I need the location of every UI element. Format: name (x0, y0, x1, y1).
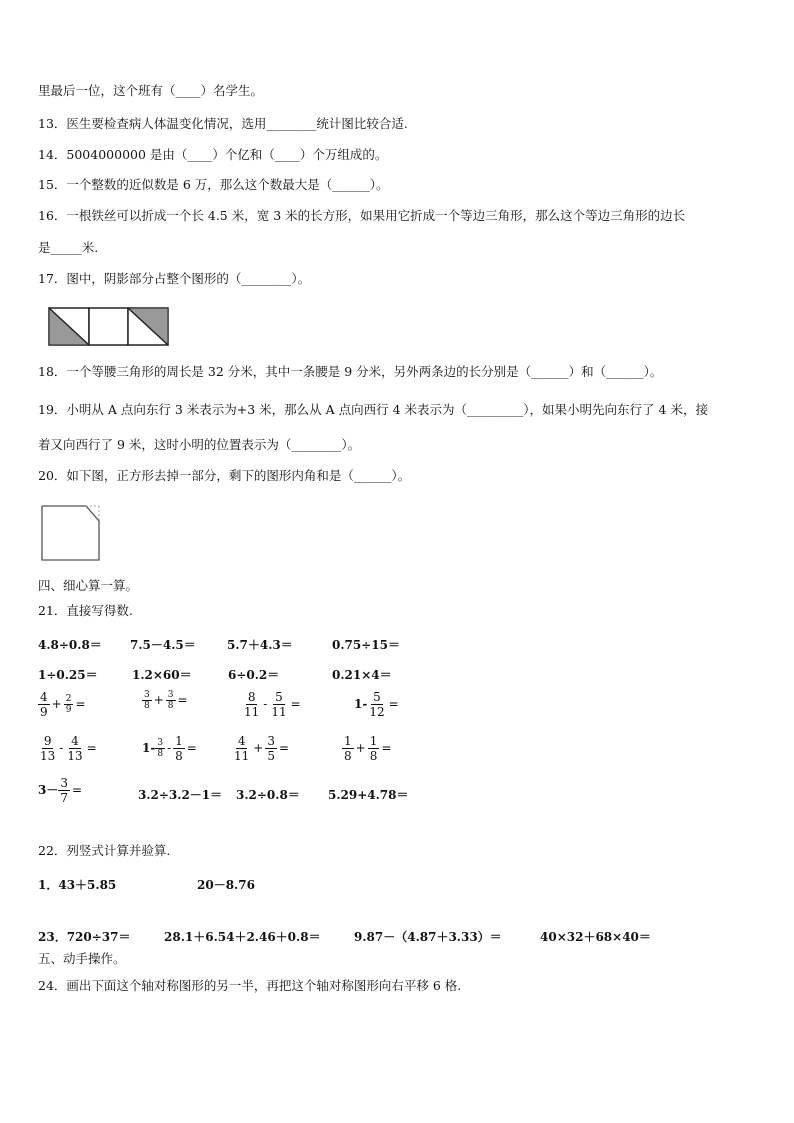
calc-r5-3: 3.2÷0.8＝ (236, 788, 300, 802)
question-15: 15．一个整数的近似数是 6 万，那么这个数最大是（______）。 (38, 177, 389, 192)
question-18: 18．一个等腰三角形的周长是 32 分米，其中一条腰是 9 分米，另外两条边的长分别是（______）和（______）。 (38, 364, 663, 379)
fraction: $\frac{4}{11}$ (234, 734, 250, 763)
calc-r1-3: 5.7＋4.3＝ (227, 638, 293, 652)
fraction: $\frac{1}{8}$ (369, 734, 378, 763)
fraction: $\frac{4}{13}$ (67, 734, 83, 763)
question-16-line2: 是_____米. (38, 240, 99, 255)
calc-r5-1: 3－ $\frac{3}{7}$ = (38, 776, 83, 805)
fraction: $\frac{3}{8}$ (167, 690, 174, 711)
question-21: 21．直接写得数. (38, 603, 133, 618)
calc-r4-2: 1- $\frac{3}{8}$ - $\frac{1}{8}$ = (142, 734, 197, 763)
fraction: $\frac{4}{9}$ (40, 690, 48, 719)
calc-r2-4: 0.21×4＝ (332, 668, 392, 682)
question-17: 17．图中，阴影部分占整个图形的（________）。 (38, 271, 311, 286)
fraction: $\frac{1}{8}$ (175, 734, 183, 763)
calc-r2-2: 1.2×60＝ (132, 668, 192, 682)
fraction: $\frac{3}{8}$ (157, 738, 164, 759)
shaded-squares-figure (48, 307, 170, 347)
calc-r3-4: 1- $\frac{5}{12}$ = (354, 690, 399, 719)
fraction: $\frac{2}{9}$ (65, 694, 72, 715)
calc-r2-1: 1÷0.25＝ (38, 668, 98, 682)
question-23-b: 28.1＋6.54＋2.46＋0.8＝ (164, 930, 321, 944)
question-23-a: 23．720÷37＝ (38, 930, 131, 944)
question-16-line1: 16．一根铁丝可以折成一个长 4.5 米，宽 3 米的长方形，如果用它折成一个等边三角形，那么这个等边三角形的边长 (38, 208, 686, 223)
fraction: $\frac{8}{11}$ (244, 690, 260, 719)
question-19-line2: 着又向西行了 9 米，这时小明的位置表示为（________）。 (38, 437, 361, 452)
calc-r4-1: $\frac{9}{13}$ - $\frac{4}{13}$ = (40, 734, 97, 763)
calc-r3-3: $\frac{8}{11}$ - $\frac{5}{11}$ = (244, 690, 301, 719)
question-20: 20．如下图，正方形去掉一部分，剩下的图形内角和是（______）。 (38, 468, 411, 483)
question-13: 13．医生要检查病人体温变化情况，选用________统计图比较合适. (38, 116, 408, 131)
fraction: $\frac{9}{13}$ (40, 734, 56, 763)
section-4-heading: 四、细心算一算。 (38, 578, 139, 593)
question-22-item-2: 20－8.76 (197, 878, 255, 892)
question-22: 22．列竖式计算并验算. (38, 843, 171, 858)
question-24: 24．画出下面这个轴对称图形的另一半，再把这个轴对称图形向右平移 6 格. (38, 978, 462, 993)
calc-r1-1: 4.8÷0.8＝ (38, 638, 102, 652)
question-23-c: 9.87－（4.87＋3.33）＝ (354, 930, 502, 944)
question-22-item-1: 1．43＋5.85 (38, 878, 117, 892)
fraction: $\frac{3}{5}$ (267, 734, 275, 763)
question-19-line1: 19．小明从 A 点向东行 3 米表示为+3 米，那么从 A 点向西行 4 米表示为（_________），如果小明先向东行了 4 米，接 (38, 402, 708, 417)
fraction: $\frac{5}{11}$ (271, 690, 287, 719)
calc-r5-2: 3.2÷3.2－1＝ (138, 788, 223, 802)
calc-r5-4: 5.29+4.78＝ (328, 788, 409, 802)
question-14: 14．5004000000 是由（____）个亿和（____）个万组成的。 (38, 147, 388, 162)
calc-r4-4: $\frac{1}{8}$ + $\frac{1}{8}$ = (344, 734, 392, 763)
fraction: $\frac{3}{7}$ (60, 776, 68, 805)
calc-r1-4: 0.75÷15＝ (332, 638, 400, 652)
question-23-d: 40×32＋68×40＝ (540, 930, 651, 944)
calc-r3-1: $\frac{4}{9}$ + $\frac{2}{9}$ = (40, 690, 86, 719)
question-12-tail: 里最后一位，这个班有（____）名学生。 (38, 83, 264, 98)
calc-r2-3: 6÷0.2＝ (228, 668, 280, 682)
calc-r1-2: 7.5－4.5＝ (130, 638, 196, 652)
fraction: $\frac{3}{8}$ (144, 690, 150, 711)
fraction: $\frac{1}{8}$ (344, 734, 352, 763)
cut-square-figure (40, 504, 102, 562)
calc-r3-2: $\frac{3}{8}$ + $\frac{3}{8}$ = (144, 690, 188, 711)
calc-r4-3: $\frac{4}{11}$ + $\frac{3}{5}$ = (234, 734, 290, 763)
fraction: $\frac{5}{12}$ (369, 690, 385, 719)
section-5-heading: 五、动手操作。 (38, 951, 126, 966)
